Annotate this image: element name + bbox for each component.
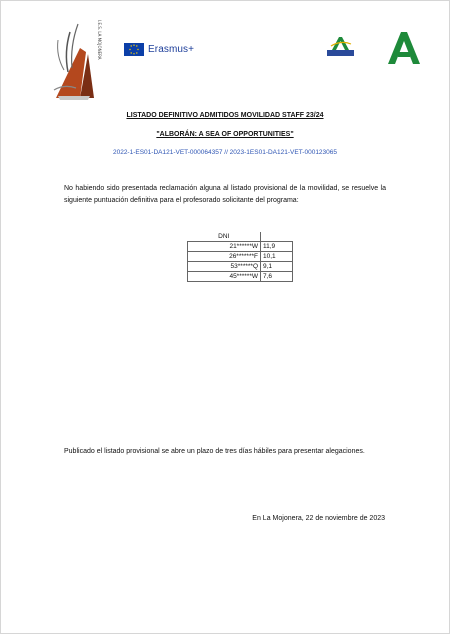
table-row — [188, 272, 293, 282]
score-cell: 11,9 — [261, 242, 293, 252]
signoff-date: En La Mojonera, 22 de noviembre de 2023 — [252, 515, 385, 522]
project-codes: 2022-1-ES01-DA121-VET-000064357 // 2023-1ES01-DA121-VET-000123065 — [112, 149, 338, 156]
intro-paragraph: No habiendo sido presentada reclamación alguna al listado provisional de la movilidad, se resuelve la siguiente puntuación definitiva para el profesorado solicitante del programa: — [64, 185, 386, 204]
table-row — [188, 242, 293, 252]
andalucia-junta-logo-icon — [386, 30, 422, 66]
score-cell: 9,1 — [261, 262, 293, 272]
dni-cell: 45******W — [188, 272, 261, 282]
score-cell: 7,6 — [261, 272, 293, 282]
dni-cell: 53******Q — [188, 262, 261, 272]
score-table — [187, 232, 293, 282]
document-title: LISTADO DEFINITIVO ADMITIDOS MOVILIDAD STAFF 23/24 — [126, 112, 324, 119]
score-cell: 10,1 — [261, 252, 293, 262]
school-logo-icon — [50, 12, 108, 104]
erasmus-label: Erasmus+ — [148, 43, 195, 55]
table-header-row — [188, 232, 293, 242]
table-row — [188, 262, 293, 272]
table-row — [188, 252, 293, 262]
school-logo-text: I.E.S. LA MOJONERA — [97, 20, 102, 60]
dni-cell: 21******W — [188, 242, 261, 252]
dni-cell: 26*******F — [188, 252, 261, 262]
closing-paragraph: Publicado el listado provisional se abre un plazo de tres días hábiles para presentar alegaciones. — [64, 448, 365, 455]
erasmus-logo — [124, 42, 194, 56]
andalucia-junta-badge-icon — [327, 34, 354, 56]
eu-flag-icon — [124, 43, 144, 56]
dni-header: DNI — [188, 232, 261, 242]
document-subtitle: "ALBORÁN: A SEA OF OPPORTUNITIES" — [156, 131, 294, 138]
score-header — [261, 232, 293, 242]
